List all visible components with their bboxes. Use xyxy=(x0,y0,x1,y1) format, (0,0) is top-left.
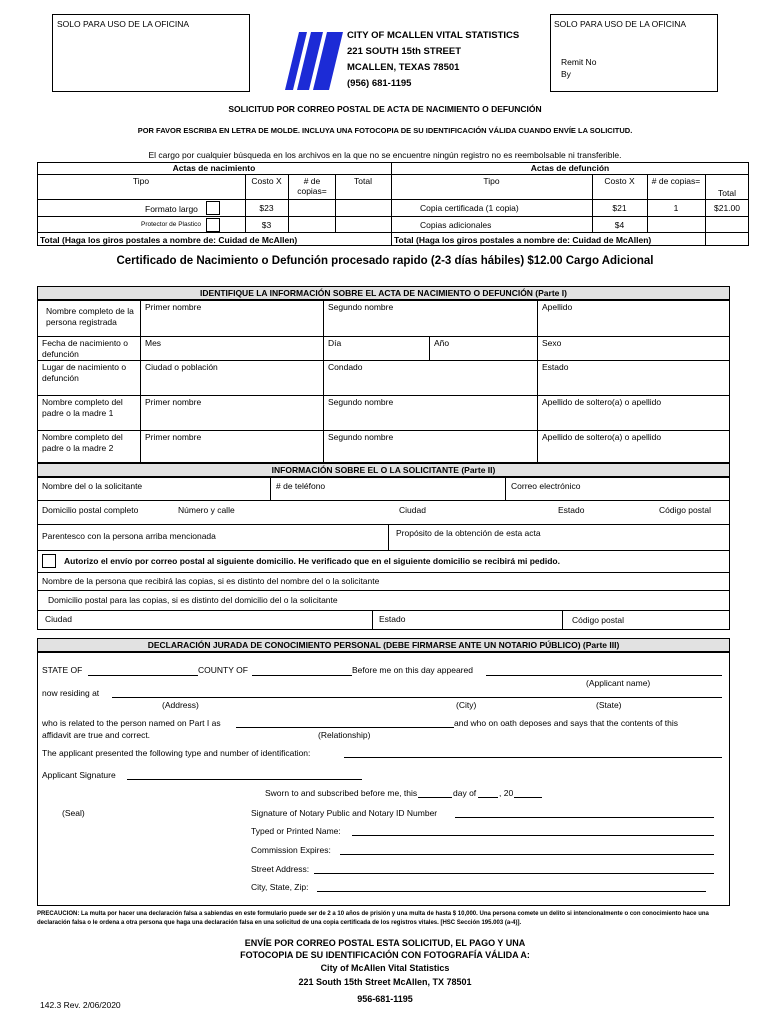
county-of-label: COUNTY OF xyxy=(198,665,248,675)
parent1-maiden-name[interactable]: Apellido de soltero(a) o apellido xyxy=(542,397,662,407)
recipient-name-field[interactable]: Nombre de la persona que recibirá las copias, si es distinto del nombre del o la solicitante xyxy=(42,576,380,586)
street-address-label: Street Address: xyxy=(251,864,310,874)
death-col-costo: Costo X xyxy=(604,176,635,186)
applicant-name-caption: (Applicant name) xyxy=(586,678,651,688)
parent1-first-name[interactable]: Primer nombre xyxy=(145,397,202,407)
typed-name-line[interactable] xyxy=(352,835,714,836)
identification-label: The applicant presented the following type and number of identification: xyxy=(42,748,311,758)
header-line-3: MCALLEN, TEXAS 78501 xyxy=(347,62,460,73)
applicant-signature-line[interactable] xyxy=(127,779,362,780)
county-field[interactable]: Condado xyxy=(328,362,363,372)
middle-name-field[interactable]: Segundo nombre xyxy=(328,302,394,312)
header-line-2: 221 SOUTH 15th STREET xyxy=(347,46,462,57)
form-instruction: POR FAVOR ESCRIBA EN LETRA DE MOLDE. INCLUYA UNA FOTOCOPIA DE SU IDENTIFICACIÓN VÁLIDA CUANDO ENVÍE LA SOLICITUD. xyxy=(137,126,633,135)
first-name-field[interactable]: Primer nombre xyxy=(145,302,202,312)
relationship-caption: (Relationship) xyxy=(318,730,371,740)
parent1-label: Nombre completo del padre o la madre 1 xyxy=(42,397,123,418)
death-row1-label: Copia certificada (1 copia) xyxy=(420,203,519,213)
registered-name-label: Nombre completo de la persona registrada xyxy=(46,306,134,327)
day-field[interactable]: Día xyxy=(328,338,342,348)
office-use-box-right xyxy=(550,14,718,92)
death-col-total: Total xyxy=(718,188,736,198)
sworn-year-line[interactable] xyxy=(514,797,542,798)
purpose-field[interactable]: Propósito de la obtención de esta acta xyxy=(396,528,541,538)
applicant-signature-label: Applicant Signature xyxy=(42,770,116,780)
state-of-field[interactable] xyxy=(88,675,198,676)
notary-signature-label: Signature of Notary Public and Notary ID Number xyxy=(251,808,438,818)
before-me-label: Before me on this day appeared xyxy=(352,665,473,675)
death-heading: Actas de defunción xyxy=(530,163,610,173)
sworn-month-line[interactable] xyxy=(478,797,498,798)
birth-row1-label: Formato largo xyxy=(145,204,198,214)
part3-heading: DECLARACIÓN JURADA DE CONOCIMIENTO PERSONAL (DEBE FIRMARSE ANTE UN NOTARIO PÚBLICO) (Parte III) xyxy=(37,638,730,652)
form-title: SOLICITUD POR CORREO POSTAL DE ACTA DE NACIMIENTO O DEFUNCIÓN xyxy=(228,104,542,114)
city-state-zip-label: City, State, Zip: xyxy=(251,882,309,892)
parent2-middle-name[interactable]: Segundo nombre xyxy=(328,432,394,442)
applicant-name-field[interactable]: Nombre del o la solicitante xyxy=(42,481,143,491)
parent2-maiden-name[interactable]: Apellido de soltero(a) o apellido xyxy=(542,432,662,442)
email-field[interactable]: Correo electrónico xyxy=(511,481,581,491)
related-label: who is related to the person named on Part I as xyxy=(42,718,221,728)
city-state-zip-line[interactable] xyxy=(317,891,706,892)
city-logo xyxy=(283,30,345,92)
mail-authorization-text: Autorizo el envío por correo postal al siguiente domicilio. He verificado que en el siguiente domicilio se recibirá mi pedido. xyxy=(64,556,560,566)
place-label: Lugar de nacimiento o defunción xyxy=(42,362,127,383)
birth-col-total: Total xyxy=(354,176,372,186)
applicant-name-line[interactable] xyxy=(486,675,722,676)
death-row1-cost: $21 xyxy=(612,203,627,213)
street-field[interactable]: Número y calle xyxy=(178,505,235,515)
mail-line-4: 221 South 15th Street McAllen, TX 78501 xyxy=(298,977,472,987)
typed-name-label: Typed or Printed Name: xyxy=(251,826,341,836)
birth-row2-cost: $3 xyxy=(261,220,272,230)
warning-text: PRECAUCION: La multa por hacer una declaración falsa a sabiendas en este formulario puede ser de 2 a 10 años de prisión y una multa de hasta $ 10,000. Una persona comete un delito si intencionalmente o con conocimiento hace una declaración falsa o le ordena a otra persona que haga una declaración falsa en una solicitud de una copia certificada de los registros vitales. [HSC Sección 195.003 (a-4)]. xyxy=(37,911,709,926)
last-name-field[interactable]: Apellido xyxy=(542,302,573,312)
oath-text: and who on oath deposes and says that the contents of this xyxy=(454,718,678,728)
death-total-label: Total (Haga los giros postales a nombre de: Cuidad de McAllen) xyxy=(394,235,652,245)
fee-note: El cargo por cualquier búsqueda en los archivos en la que no se encuentre ningún registro no es reembolsable ni transferible. xyxy=(148,150,622,160)
mail-line-5: 956-681-1195 xyxy=(357,994,413,1004)
part1-heading: IDENTIFIQUE LA INFORMACIÓN SOBRE EL ACTA DE NACIMIENTO O DEFUNCIÓN (Parte I) xyxy=(37,286,730,300)
commission-line[interactable] xyxy=(340,854,714,855)
death-col-tipo: Tipo xyxy=(483,176,500,186)
header-line-4: (956) 681-1195 xyxy=(347,78,412,89)
year-label: , 20 xyxy=(499,788,514,798)
parent2-first-name[interactable]: Primer nombre xyxy=(145,432,202,442)
affidavit-text: affidavit are true and correct. xyxy=(42,730,151,740)
birth-row1-checkbox[interactable] xyxy=(206,201,220,215)
death-col-copias: # de copias= xyxy=(651,176,701,186)
death-row2-cost: $4 xyxy=(614,220,625,230)
birth-row1-cost: $23 xyxy=(259,203,274,213)
month-field[interactable]: Mes xyxy=(145,338,162,348)
day-of-label: day of xyxy=(453,788,477,798)
birth-col-tipo: Tipo xyxy=(132,176,150,186)
mail-line-2: FOTOCOPIA DE SU IDENTIFICACIÓN CON FOTOGRAFÍA VÁLIDA A: xyxy=(240,950,530,960)
phone-field[interactable]: # de teléfono xyxy=(276,481,326,491)
sex-field[interactable]: Sexo xyxy=(542,338,562,348)
applicant-city-field[interactable]: Ciudad xyxy=(399,505,426,515)
death-row1-copies[interactable]: 1 xyxy=(673,203,679,213)
commission-label: Commission Expires: xyxy=(251,845,331,855)
office-use-box-left xyxy=(52,14,250,92)
applicant-zip-field[interactable]: Código postal xyxy=(659,505,711,515)
rush-service: Certificado de Nacimiento o Defunción procesado rapido (2-3 días hábiles) $12.00 Cargo Adicional xyxy=(116,255,654,267)
notary-signature-line[interactable] xyxy=(455,817,714,818)
copies-address-field[interactable]: Domicilio postal para las copias, si es distinto del domicilio del o la solicitante xyxy=(48,595,338,605)
state-field[interactable]: Estado xyxy=(542,362,569,372)
identification-line[interactable] xyxy=(344,757,722,758)
part2-heading: INFORMACIÓN SOBRE EL O LA SOLICITANTE (Parte II) xyxy=(37,463,730,477)
applicant-state-field[interactable]: Estado xyxy=(558,505,585,515)
state-of-label: STATE OF xyxy=(42,665,83,675)
birth-col-costo: Costo X xyxy=(251,176,282,186)
death-row1-total: $21.00 xyxy=(714,203,740,213)
office-use-label-left: SOLO PARA USO DE LA OFICINA xyxy=(57,19,190,29)
copies-zip-field[interactable]: Código postal xyxy=(572,615,624,625)
birth-total-label: Total (Haga los giros postales a nombre de: Cuidad de McAllen) xyxy=(40,235,298,245)
relationship-field[interactable]: Parentesco con la persona arriba mencionada xyxy=(42,531,216,541)
address-caption: (Address) xyxy=(162,700,199,710)
residing-address-line[interactable] xyxy=(112,697,722,698)
header-line-1: CITY OF MCALLEN VITAL STATISTICS xyxy=(347,30,520,41)
city-caption: (City) xyxy=(456,700,477,710)
copies-state-field[interactable]: Estado xyxy=(379,614,406,624)
by-label: By xyxy=(561,69,571,79)
copies-city-field[interactable]: Ciudad xyxy=(45,614,72,624)
mail-line-1: ENVÍE POR CORREO POSTAL ESTA SOLICITUD, EL PAGO Y UNA xyxy=(244,938,526,948)
sworn-label: Sworn to and subscribed before me, this xyxy=(265,788,418,798)
sworn-day-line[interactable] xyxy=(418,797,452,798)
death-row2-label: Copias adicionales xyxy=(420,220,492,230)
date-label: Fecha de nacimiento o defunción xyxy=(42,338,128,359)
street-address-line[interactable] xyxy=(314,873,714,874)
birth-row2-label: Protector de Plastico xyxy=(141,221,201,228)
year-field[interactable]: Año xyxy=(434,338,450,348)
office-use-label-right: SOLO PARA USO DE LA OFICINA xyxy=(554,19,687,29)
mail-authorization-checkbox[interactable] xyxy=(42,554,56,568)
parent1-middle-name[interactable]: Segundo nombre xyxy=(328,397,394,407)
remit-no-label: Remit No xyxy=(561,57,597,67)
now-residing-label: now residing at xyxy=(42,688,100,698)
parent2-label: Nombre completo del padre o la madre 2 xyxy=(42,432,123,453)
mail-line-3: City of McAllen Vital Statistics xyxy=(320,963,450,973)
city-field[interactable]: Ciudad o población xyxy=(145,362,218,372)
mailing-address-label: Domicilio postal completo xyxy=(42,505,139,515)
birth-col-copias: # de copias= xyxy=(297,176,327,196)
county-of-field[interactable] xyxy=(252,675,352,676)
birth-heading: Actas de nacimiento xyxy=(172,163,256,173)
birth-row2-checkbox[interactable] xyxy=(206,218,220,232)
revision-label: 142.3 Rev. 2/06/2020 xyxy=(40,1000,121,1010)
seal-label: (Seal) xyxy=(62,808,85,818)
state-caption: (State) xyxy=(596,700,622,710)
relationship-line[interactable] xyxy=(236,727,454,728)
